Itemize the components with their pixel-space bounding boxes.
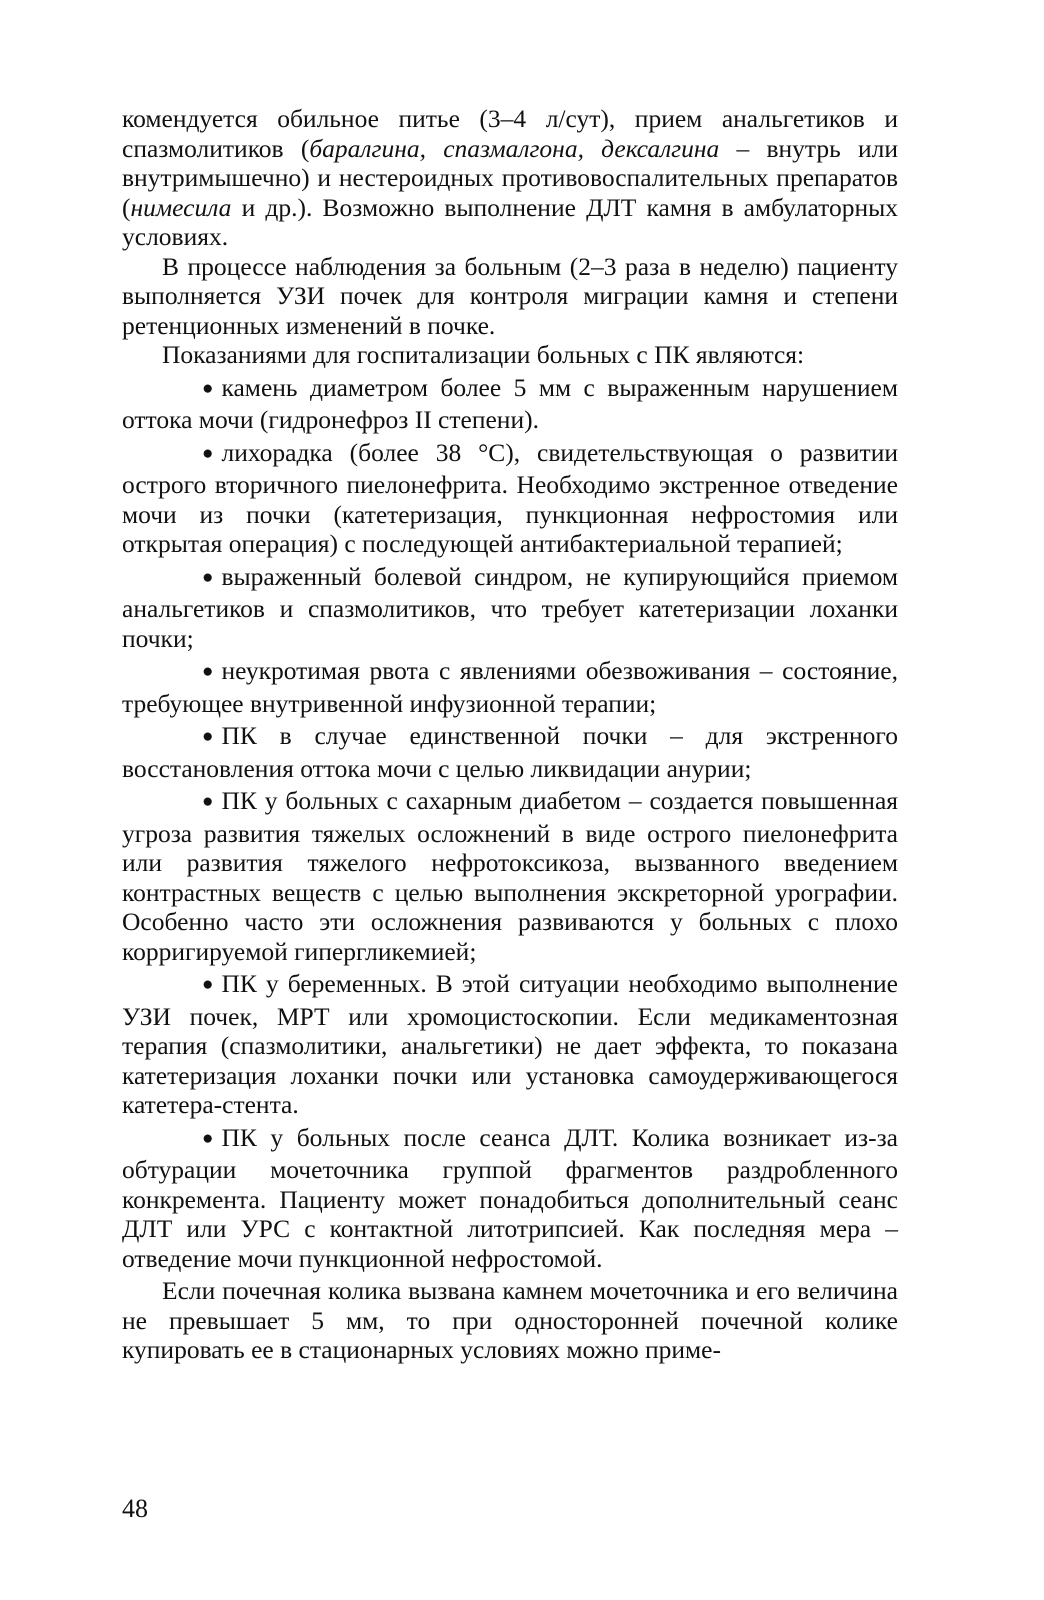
list-item (122, 373, 898, 435)
list-item-text: ПК у больных после сеанса ДЛТ. Колика возникает из-за обтурации мочеточника группой фрагментов раздробленного конкремента. Пациенту может понадобиться дополнительный сеанс ДЛТ или УРС с контактной литотрипсией. Как последняя мера – отведение мочи пункционной нефростомой. (122, 1122, 898, 1273)
list-item-text: ПК у беременных. В этой ситуации необходимо выполнение УЗИ почек, МРТ или хромоцистоскопии. Если медикаментозная терапия (спазмолитики, анальгетики) не дает эффекта, то показана катетеризация лоханки почки или установка самоудерживающегося катетера-стента. (122, 969, 898, 1119)
list-item-text: лихорадка (более 38 °С), свидетельствующая о развитии острого вторичного пиелонефрита. Необходимо экстренное отведение мочи из почки (катетеризация, пункционная нефростомия или открытая операция) с последующей антибактериальной терапией; (122, 437, 898, 558)
list-item (122, 969, 898, 1120)
paragraph-observation: В процессе наблюдения за больным (2–3 раза в неделю) пациенту выполняется УЗИ почек для контроля миграции камня и степени ретенционных изменений в почке. (122, 251, 898, 340)
page-body (122, 104, 898, 1365)
bullet-icon: ● (202, 442, 214, 464)
bullet-icon: ● (202, 726, 214, 747)
paragraph-continuation (122, 104, 898, 252)
list-item (122, 1123, 898, 1274)
text-segment: комендуется обильное питье (3–4 л/сут), прием анальгетиков и спазмолитиков ( (122, 104, 898, 163)
text-segment: – внутрь или внутримышечно) и нестероидных противовоспалительных препаратов ( (122, 133, 899, 222)
bullet-icon: ● (202, 566, 214, 588)
page-number: 48 (122, 1494, 148, 1523)
text-segment: и др.). Возможно выполнение ДЛТ камня в амбулаторных условиях. (122, 192, 898, 251)
list-item (122, 438, 898, 559)
paragraph-indications-heading: Показаниями для госпитализации больных с ПК являются: (162, 340, 805, 369)
bullet-icon: ● (202, 791, 214, 812)
list-item-text: выраженный болевой синдром, не купирующийся приемом анальгетиков и спазмолитиков, что требует катетеризации лоханки почки; (122, 561, 898, 653)
list-item-text: ПК у больных с сахарным диабетом – создается повышенная угроза развития тяжелых осложнений в виде острого пиелонефрита или развития тяжелого нефротоксикоза, вызванного введением контрастных веществ с целью выполнения экскреторной урографии. Особенно часто эти осложнения развиваются у больных с плохо корригируемой гипергликемией; (122, 786, 898, 966)
bullet-icon: ● (202, 661, 214, 682)
bullet-icon: ● (202, 377, 214, 399)
italic-drug-name: нимесила (130, 192, 232, 222)
paragraph-closing: Если почечная колика вызвана камнем мочеточника и его величина не превышает 5 мм, то при односторонней почечной колике купировать ее в стационарных условиях можно приме- (122, 1276, 898, 1364)
list-item (122, 562, 898, 654)
bullet-icon: ● (202, 1127, 214, 1149)
bullet-icon: ● (202, 974, 214, 995)
list-item-text: неукротимая рвота с явлениями обезвоживания – состояние, требующее внутривенной инфузионной терапии; (122, 656, 898, 718)
list-item (122, 721, 898, 783)
list-item-text: камень диаметром более 5 мм с выраженным нарушением оттока мочи (гидронефроз II степени). (122, 372, 898, 434)
list-item-text: ПК в случае единственной почки – для экстренного восстановления оттока мочи с целью ликвидации анурии; (122, 721, 898, 783)
list-item (122, 656, 898, 718)
list-item (122, 786, 898, 966)
italic-drug-names: баралгина, спазмалгона, дексалгина (309, 133, 720, 163)
